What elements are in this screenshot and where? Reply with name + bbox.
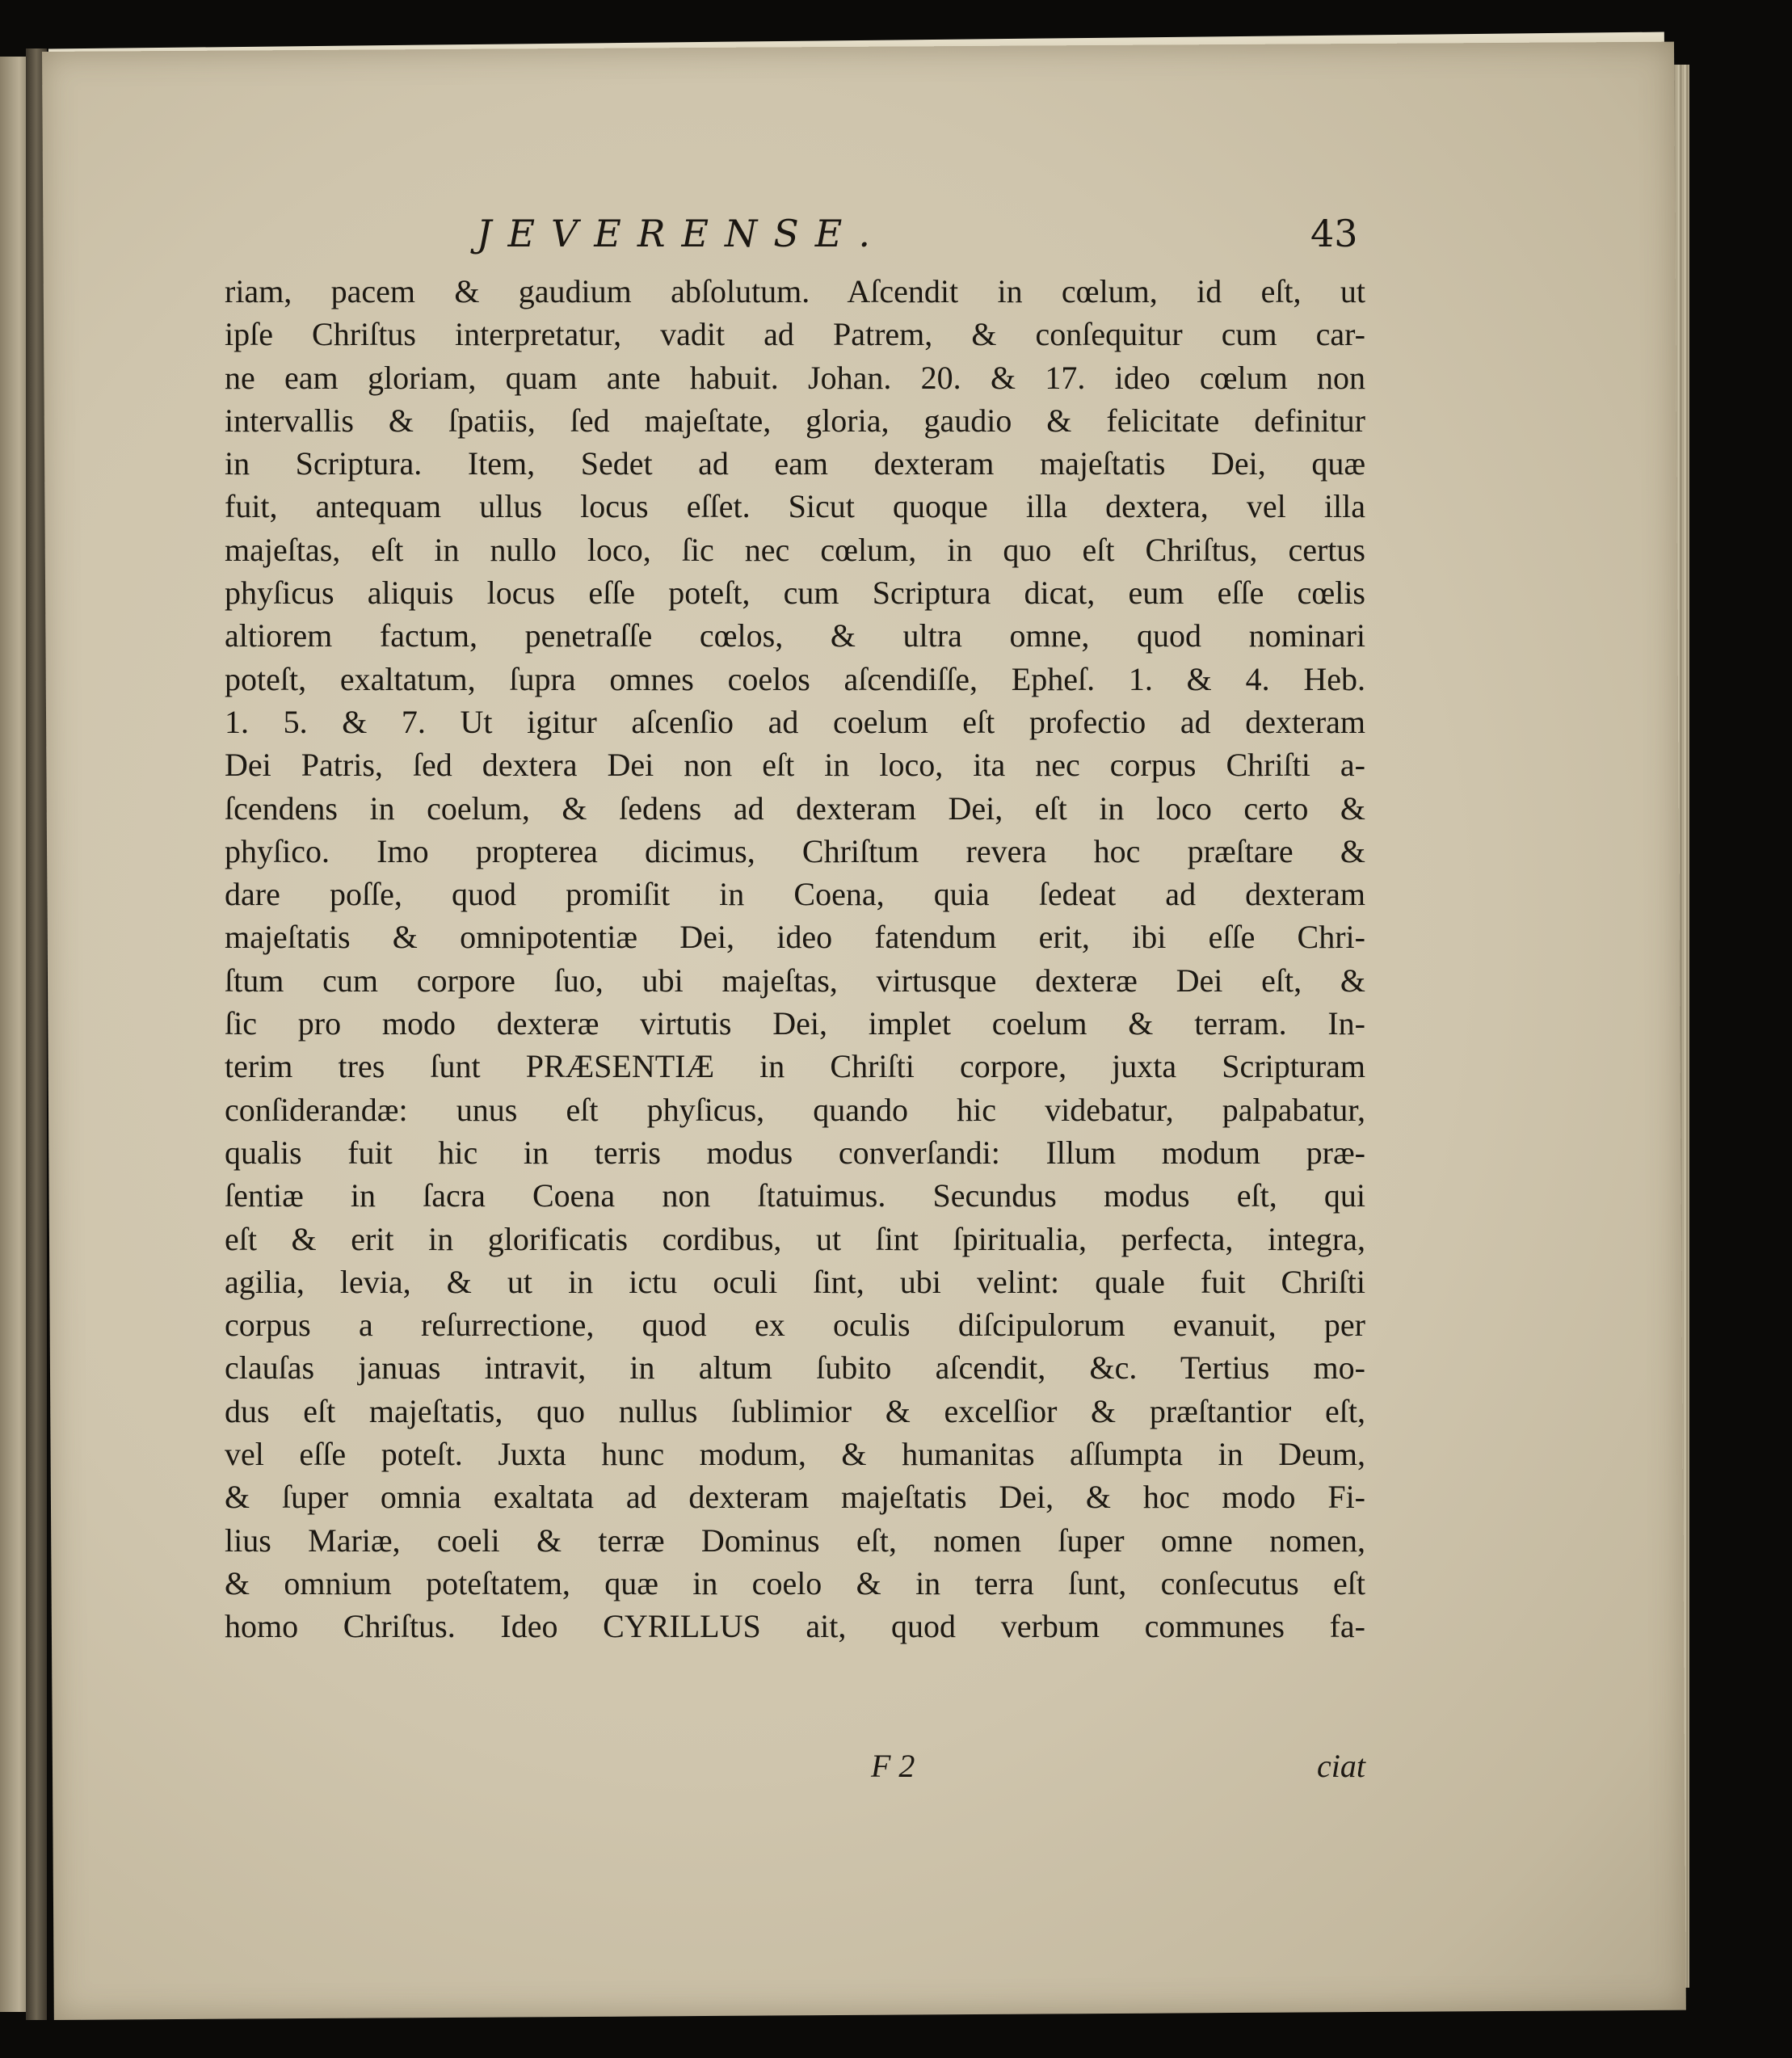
text-line: phyſicus aliquis locus eſſe poteſt, cum Scriptura dicat, eum eſſe cœlis bbox=[225, 574, 1365, 612]
text-line: poteſt, exaltatum, ſupra omnes coelos aſcendiſſe, Epheſ. 1. & 4. Heb. bbox=[225, 660, 1365, 697]
running-head: JEVERENSE. bbox=[477, 212, 886, 255]
text-line: ne eam gloriam, quam ante habuit. Johan. 20. & 17. ideo cœlum non bbox=[225, 359, 1365, 396]
text-line: corpus a reſurrectione, quod ex oculis diſcipulorum evanuit, per bbox=[225, 1307, 1365, 1344]
text-line: in Scriptura. Item, Sedet ad eam dexteram majeſtatis Dei, quæ bbox=[225, 445, 1365, 482]
body-text bbox=[225, 270, 1365, 1648]
text-line: intervallis & ſpatiis, ſed majeſtate, gloria, gaudio & felicitate definitur bbox=[225, 402, 1365, 439]
text-line: 1. 5. & 7. Ut igitur aſcenſio ad coelum eſt profectio ad dexteram bbox=[225, 703, 1365, 740]
text-line: eſt & erit in glorificatis cordibus, ut ſint ſpiritualia, perfecta, integra, bbox=[225, 1220, 1365, 1257]
text-line: & omnium poteſtatem, quæ in coelo & in terra ſunt, conſecutus eſt bbox=[225, 1564, 1365, 1601]
text-line: conſiderandæ: unus eſt phyſicus, quando hic videbatur, palpabatur, bbox=[225, 1091, 1365, 1128]
text-line: majeſtas, eſt in nullo loco, ſic nec cœlum, in quo eſt Chriſtus, certus bbox=[225, 531, 1365, 568]
text-line: agilia, levia, & ut in ictu oculi ſint, ubi velint: quale fuit Chriſti bbox=[225, 1263, 1365, 1300]
text-line: dare poſſe, quod promiſit in Coena, quia ſedeat ad dexteram bbox=[225, 876, 1365, 913]
text-line: terim tres ſunt PRÆSENTIÆ in Chriſti corpore, juxta Scripturam bbox=[225, 1048, 1365, 1085]
catchword: ciat bbox=[1317, 1748, 1365, 1784]
text-line: ipſe Chriſtus interpretatur, vadit ad Patrem, & conſequitur cum car- bbox=[225, 316, 1365, 353]
text-line: riam, pacem & gaudium abſolutum. Aſcendit in cœlum, id eſt, ut bbox=[225, 273, 1365, 309]
text-line: Dei Patris, ſed dextera Dei non eſt in loco, ita nec corpus Chriſti a- bbox=[225, 747, 1365, 784]
text-line: clauſas januas intravit, in altum ſubito aſcendit, &c. Tertius mo- bbox=[225, 1349, 1365, 1387]
signature-mark: F 2 bbox=[871, 1748, 915, 1784]
text-line: ſcendens in coelum, & ſedens ad dexteram Dei, eſt in loco certo & bbox=[225, 789, 1365, 827]
text-line: ſentiæ in ſacra Coena non ſtatuimus. Secundus modus eſt, qui bbox=[225, 1177, 1365, 1214]
text-line: majeſtatis & omnipotentiæ Dei, ideo fatendum erit, ibi eſſe Chri- bbox=[225, 919, 1365, 956]
page-footer bbox=[225, 1747, 1365, 1787]
text-line: ſtum cum corpore ſuo, ubi majeſtas, virtusque dexteræ Dei eſt, & bbox=[225, 962, 1365, 999]
text-line: altiorem factum, penetraſſe cœlos, & ultra omne, quod nominari bbox=[225, 617, 1365, 654]
page-number: 43 bbox=[1310, 212, 1358, 255]
text-line: fuit, antequam ullus locus eſſet. Sicut quoque illa dextera, vel illa bbox=[225, 488, 1365, 525]
text-line: ſic pro modo dexteræ virtutis Dei, implet coelum & terram. In- bbox=[225, 1005, 1365, 1042]
text-line: homo Chriſtus. Ideo CYRILLUS ait, quod verbum communes fa- bbox=[225, 1608, 1365, 1645]
text-line: phyſico. Imo propterea dicimus, Chriſtum revera hoc præſtare & bbox=[225, 832, 1365, 869]
text-line: lius Mariæ, coeli & terræ Dominus eſt, nomen ſuper omne nomen, bbox=[225, 1521, 1365, 1559]
text-line: & ſuper omnia exaltata ad dexteram majeſtatis Dei, & hoc modo Fi- bbox=[225, 1479, 1365, 1516]
text-line: dus eſt majeſtatis, quo nullus ſublimior & excelſior & præſtantior eſt, bbox=[225, 1392, 1365, 1429]
text-line: vel eſſe poteſt. Juxta hunc modum, & humanitas aſſumpta in Deum, bbox=[225, 1436, 1365, 1473]
text-line: qualis fuit hic in terris modus converſandi: Illum modum præ- bbox=[225, 1134, 1365, 1171]
